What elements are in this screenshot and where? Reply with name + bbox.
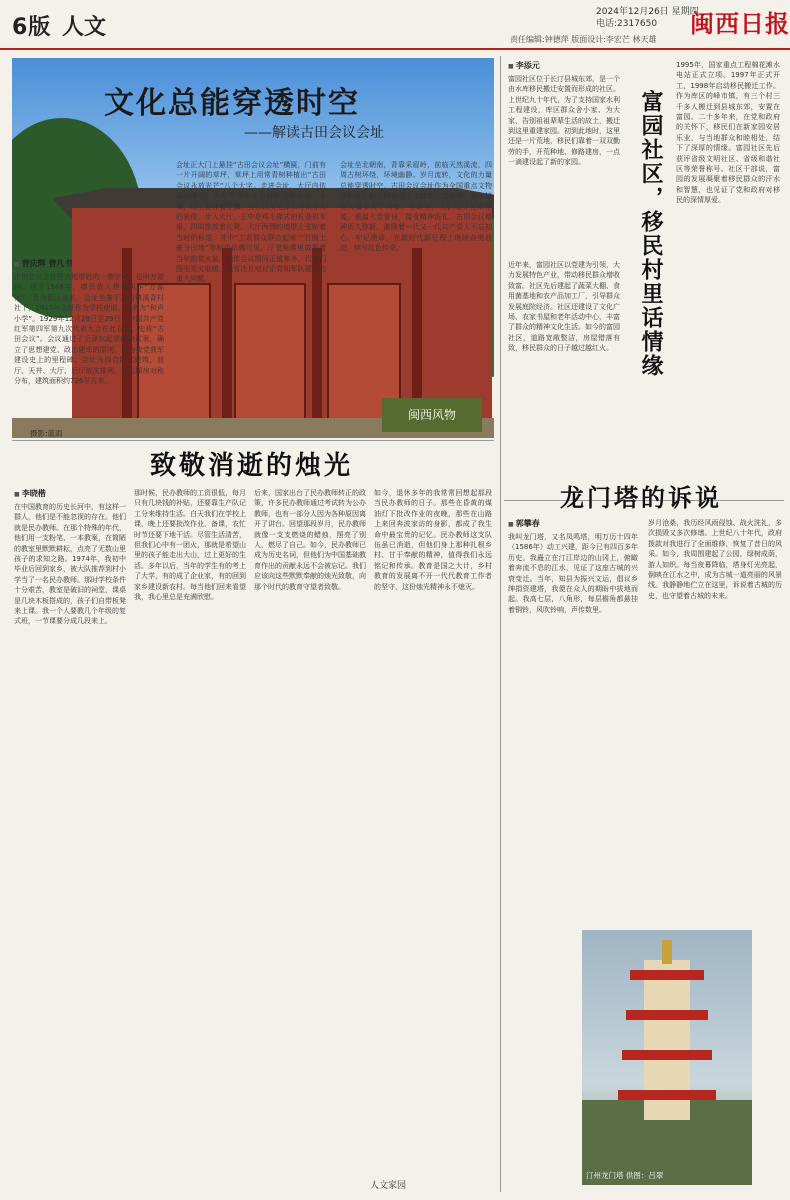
article4-byline: ■ 郭攀春 [508, 518, 540, 529]
page-number: 6版 [12, 15, 52, 40]
pagoda-eave [630, 970, 704, 980]
date-line: 2024年12月26日 星期四 [596, 7, 699, 17]
article3-byline: ■ 李添元 [508, 60, 540, 71]
article1-body-col1: 古田会议会址是古地廖姓的一座宗祠，也叫万源祠，建于1848年，廖氏族人建祠叫作“万源祠”，意为源远流长。会址坐落于古田镇溪背村社下，1917年会址作为学校使用，改名为“和声小学”。1929年12月28日至29日，中国共产党红军第四军第九次代表大会在此召开，史称“古田会议”。会议通过了毛泽东起草的决议案，确立了思想建党、政治建军的原则，成为我党我军建设史上的里程碑。会址为四合院式建筑，前厅、天井、大厅、后厅依次排列，左右厢房对称分布，建筑面积约726平方米。 [14, 273, 164, 386]
article4-body-col2: 岁月沧桑，我历经风雨侵蚀、战火洗礼，多次损毁又多次修缮。上世纪八十年代，政府拨款对我进行了全面维修，恢复了昔日的风采。如今，我周围建起了公园，绿树成荫，游人如织。每当夜幕降临，塔身灯光亮起，倒映在江水之中，成为古城一道亮丽的风景线。我静静地伫立在这里，诉说着古城的历史，也守望着古城的未来。 [648, 519, 782, 600]
article3-body-col1: 富园社区位于长汀县城东郊，是一个由水库移民搬迁安置而形成的社区。上世纪九十年代，为了支持国家水利工程建设，库区群众舍小家、为大家，告别祖祖辈辈生活的故土，搬迁到这里重建家园。初到此地时，这里还是一片荒地，移民们靠着一双双勤劳的手，开荒种地、修路建房，一点一滴建设起了新的家园。 [508, 75, 620, 167]
newspaper-masthead: 闽西日报 [690, 9, 790, 38]
pagoda-eave [618, 1090, 716, 1100]
article3-body-col2: 近年来，富园社区以党建为引领，大力发展特色产业，带动移民群众增收致富。社区先后建起了蔬菜大棚、食用菌基地和农产品加工厂，引导群众发展庭院经济。社区还建设了文化广场、农家书屋和老年活动中心，丰富了群众的精神文化生活。如今的富园社区，道路宽敞整洁，房屋错落有致，移民群众的日子越过越红火。 [508, 261, 620, 353]
article1-subtitle: ——解读古田会议会址 [244, 125, 384, 141]
article1-photo-caption: 摄影:蓝雨 [30, 429, 63, 438]
pagoda-spire [662, 940, 672, 964]
article4-title: 龙门塔的诉说 [560, 483, 722, 512]
article3-body-col3: 1995年，国家重点工程棉花滩水电站正式立项。1997年正式开工，1998年启动移民搬迁工作。作为库区的峰市镇，有三个村三千多人搬迁到县城东郊，安置在富园。二十多年来，在党和政府的关怀下，移民们在新家园安居乐业，与当地群众和睦相处，结下了深厚的情缘。富园社区先后获评省级文明社区、省级和谐社区等荣誉称号。社区干部说，富园的发展凝聚着移民群众的汗水和智慧，也见证了党和政府对移民的深情厚爱。 [676, 61, 780, 205]
section-divider [12, 440, 494, 441]
article2-body-col1: 在中国教育的历史长河中，有这样一群人，他们是不能忽视的存在。他们就是民办教师。在那个特殊的年代，他们用一支粉笔、一本教案，在简陋的教室里默默耕耘，点亮了无数山里孩子的求知之路。1974年，我初中毕业后回到家乡，被大队推荐到村小学当了一名民办教师。那时学校条件十分艰苦，教室是破旧的祠堂，课桌是几块木板搭成的，孩子们自带板凳来上课。我一个人要教几个年级的复式班，一节课要分成几段来上。 [14, 503, 126, 626]
article4-photo-caption: 汀州龙门塔 供图：吕翠 [586, 1171, 664, 1180]
phone-line: 电话:2317650 [596, 19, 658, 29]
article4-body-col1: 我叫龙门塔，又名凤鸣塔，明万历十四年（1586年）动工兴建，距今已有四百多年历史。我矗立在汀江岸边的山冈上，俯瞰着奔流不息的江水，见证了这座古城的兴衰变迁。当年，知县为振兴文运，倡议乡绅捐资建塔，我便在众人的期盼中拔地而起。我高七层，八角形，每层檐角都悬挂着铜铃，风吹铃响，声传数里。 [508, 533, 638, 614]
article2-body-col4: 如今，退休多年的我常常回想起那段当民办教师的日子。那些在昏黄的煤油灯下批改作业的夜晚，那些在山路上来回奔波家访的身影，都成了我生命中最宝贵的记忆。民办教师这支队伍虽已消逝，但他们身上那种扎根乡村、甘于奉献的精神，值得我们永远铭记和传承。教育是国之大计，乡村教育的发展离不开一代代教育工作者的坚守，这份烛光精神永不熄灭。 [374, 489, 492, 591]
article1-body-col2: 会址正大门上悬挂“古田会议会址”横匾，门前有一片开阔的草坪，草坪上用常青树种植出“古田会议永放光芒”八个大字。走进会址，大厅内依原样陈设，有红军当年开会时使用的木桌、木凳，墙上悬挂着党旗、会标以及毛泽东等领导人的画像。步入大厅，正中是鸡毛掸式的长条形木桌，四周摆放着长凳。大厅两侧的墙壁上张贴着当时的标语，其中“工农群众联合起来”“打倒土豪分田地”等标语依稀可见。厅堂角落里放置着当年的炭火盆，相传会议期间正值寒冬，代表们围坐炭火取暖，通宵达旦地讨论党和军队建设的重大问题。 [176, 161, 326, 284]
pagoda-eave [622, 1050, 712, 1060]
pagoda-photo [582, 930, 752, 1185]
article1-byline: ■ 曾庆辉 曾凡书 [14, 258, 73, 269]
footer-column-tag: 人文家园 [370, 1181, 407, 1191]
article2-body-col3: 后来，国家出台了民办教师转正的政策，许多民办教师通过考试转为公办教师，也有一部分人因为各种原因离开了讲台。回望那段岁月，民办教师就像一支支燃烧的蜡烛，照亮了别人，燃尽了自己。如今，民办教师已成为历史名词，但他们为中国基础教育作出的贡献永远不会被忘记。我们应该向这些默默奉献的烛光致敬，向那个时代的教育守望者致敬。 [254, 489, 366, 591]
editor-line: 责任编辑:钟德萍 版面设计:李宏芒 林天雄 [510, 35, 657, 44]
article1-title: 文化总能穿透时空 [104, 86, 360, 121]
article2-byline: ■ 李晓楷 [14, 488, 46, 499]
article2-title: 致敬消逝的烛光 [150, 451, 354, 481]
section-title: 人文 [62, 15, 107, 40]
publication-meta [596, 6, 699, 30]
pagoda-eave [626, 1010, 708, 1020]
column-divider [500, 56, 501, 1192]
column-tag-badge: 闽西风物 [382, 398, 482, 432]
article1-body-col3: 会址坐北朝南，背靠采眉岭，前临天然溪流，四周古树环绕，环境幽静。岁月流转，文化的力量总能穿透时空，古田会议会址作为全国重点文物保护单位和全国爱国主义教育示范基地，每年接待大量参观学习者。在这里，人们追寻先辈足迹，重温入党誓词，接受精神洗礼。古田会议精神历久弥新，激励着一代又一代共产党人不忘初心、牢记使命，在新时代新征程上继续奋勇前进，续写红色传奇。 [340, 161, 492, 253]
article2-body-col2: 那时候，民办教师的工资很低，每月只有几块钱的补贴，还要靠生产队记工分来维持生活。白天我们在学校上课，晚上还要批改作业、备课，农忙时节还要下地干活。尽管生活清苦，但我们心中有一团火，那就是希望山里的孩子能走出大山，过上更好的生活。多年以后，当年的学生有的考上了大学，有的成了企业家，有的回到家乡建设新农村。每当他们回来看望我，我心里总是充满欣慰。 [134, 489, 246, 602]
article3-title: 富园社区，移民村里话情缘 [638, 90, 664, 378]
